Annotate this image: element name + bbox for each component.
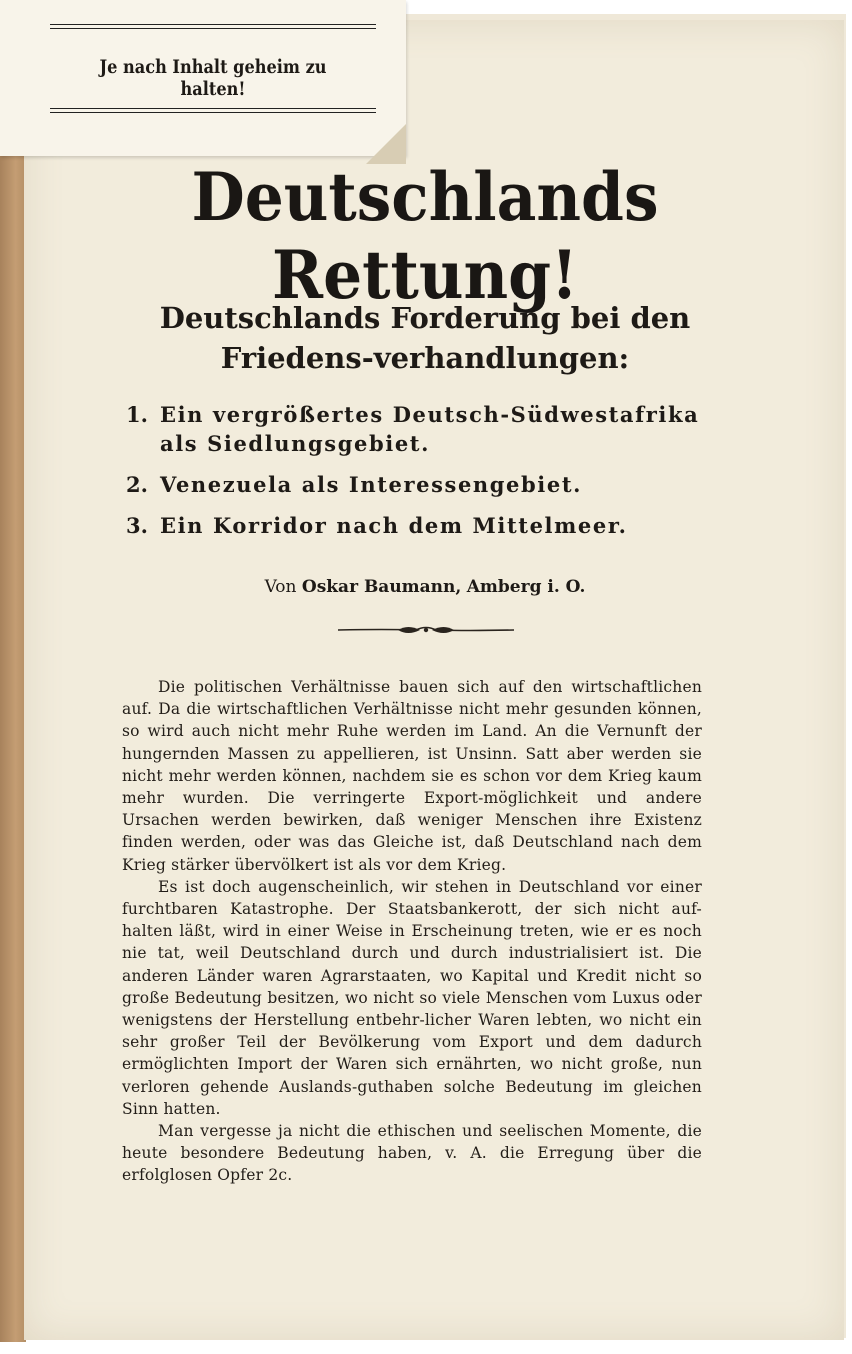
slip-rule-top	[50, 24, 376, 29]
author-name: Oskar Baumann,	[301, 577, 462, 597]
demand-item	[126, 470, 746, 499]
ornament-divider	[336, 620, 516, 640]
body-paragraph: Man vergesse ja nicht die ethischen und seelischen Momente, die heute besondere Bedeutung haben, v. A. die Erregung über die erfolglosen Opfer 2c.	[122, 1122, 702, 1185]
slip-rule-bottom	[50, 108, 376, 113]
demand-item	[126, 400, 746, 458]
demand-number: 1.	[126, 402, 148, 427]
author-line	[140, 577, 710, 597]
demands-list	[126, 400, 746, 552]
confidential-slip	[0, 0, 406, 156]
document-subtitle: Deutschlands Forderung bei den Friedens-verhandlungen:	[159, 301, 691, 375]
demand-text: Venezuela als Interessengebiet.	[160, 472, 583, 497]
demand-text: Ein vergrößertes Deutsch-Südwestafrika als Siedlungsgebiet.	[160, 402, 700, 456]
binding-strip	[0, 150, 26, 1342]
demand-text: Ein Korridor nach dem Mittelmeer.	[160, 513, 628, 538]
author-place: Amberg i. O.	[466, 577, 586, 597]
body-paragraph: Die politischen Verhältnisse bauen sich auf den wirtschaftlichen auf. Da die wirtschaftlichen Verhältnisse nicht mehr gesunden können, so wird auch nicht mehr Ruhe werden im Land. An die Vernunft der hungernden Massen zu appellieren, ist Unsinn. Satt aber werden sie nicht mehr werden können, nachdem sie es schon vor dem Krieg kaum mehr wurden. Die verringerte Export-möglichkeit und andere Ursachen werden bewirken, daß weniger Menschen ihre Existenz finden werden, oder was das Gleiche ist, daß Deutschland nach dem Krieg stärker übervölkert ist als vor dem Krieg.	[122, 678, 702, 874]
slip-text: Je nach Inhalt geheim zu halten!	[99, 56, 327, 100]
demand-number: 3.	[126, 513, 148, 538]
demand-number: 2.	[126, 472, 148, 497]
document-title: Deutschlands Rettung!	[191, 158, 659, 314]
demand-item	[126, 511, 746, 540]
body-paragraph: Es ist doch augenscheinlich, wir stehen in Deutschland vor einer furchtbaren Katastrophe. Der Staatsbankerott, der sich nicht auf-halten läßt, wird in einer Weise in Erscheinung treten, wie er es noch nie tat, weil Deutschland durch und durch industrialisiert ist. Die anderen Länder waren Agrarstaaten, wo Kapital und Kredit nicht so große Bedeutung besitzen, wo nicht so viele Menschen vom Luxus oder wenigstens der Herstellung entbehr-licher Waren lebten, wo nicht ein sehr großer Teil der Bevölkerung vom Export und dem dadurch ermöglichten Import der Waren sich ernährten, wo nicht große, nun verloren gehende Auslands-guthaben solche Bedeutung im gleichen Sinn hatten.	[122, 877, 702, 1118]
body-text	[122, 676, 702, 1187]
author-prefix: Von	[264, 577, 297, 597]
